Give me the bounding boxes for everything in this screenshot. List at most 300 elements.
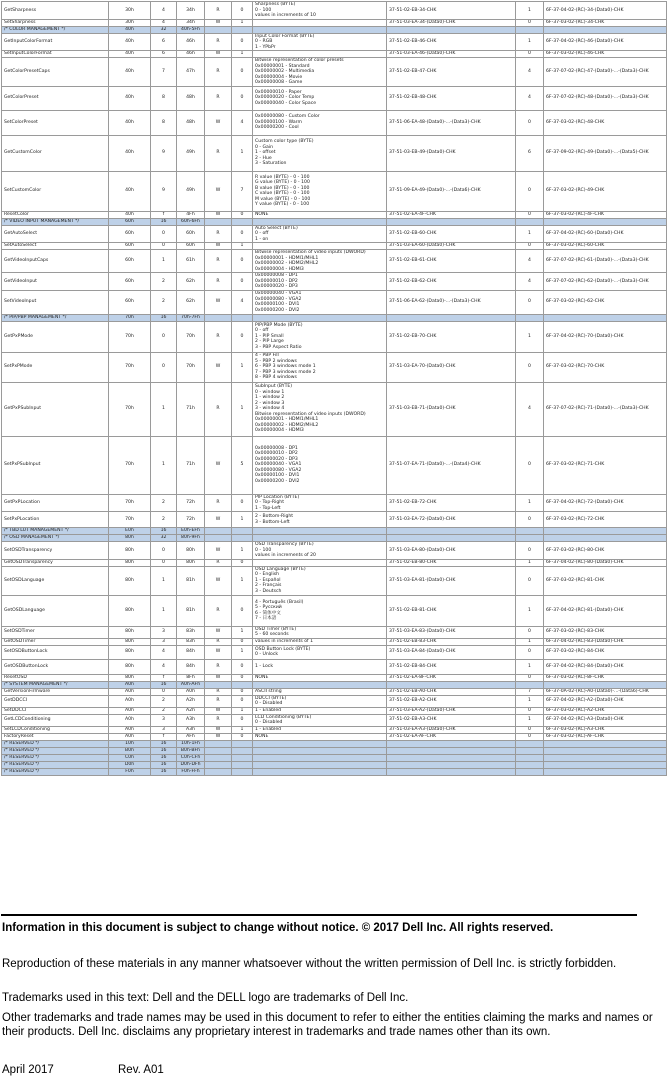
cmd-response (544, 740, 667, 747)
cmd-request: 37-51-02-EB-72-CHK (387, 494, 516, 512)
cmd-code: 72h (177, 512, 205, 528)
cmd-request: 37-51-09-EA-49-(Data0)-...-(Data6)-CHK (387, 171, 516, 211)
cmd-name: GetOSDLanguage (2, 595, 109, 626)
cmd-request: 37-51-02-EB-47-CHK (387, 58, 516, 87)
cmd-name: FactoryReset (2, 733, 109, 740)
cmd-response: 6F-37-03-02-(RC)-70-CHK (544, 352, 667, 382)
cmd-opcode: 40h (109, 171, 151, 211)
cmd-description (253, 740, 387, 747)
cmd-request (387, 26, 516, 33)
cmd-rw: W (205, 674, 232, 681)
cmd-bytes (232, 747, 253, 754)
cmd-response: 6F-37-03-02-(RC)-8F-CHK (544, 674, 667, 681)
command-row (2, 2, 667, 20)
cmd-opcode: 70h (109, 352, 151, 382)
cmd-length: 3 (151, 638, 177, 645)
group-header-row (2, 740, 667, 747)
cmd-bytes: 7 (232, 171, 253, 211)
cmd-name: SetLCDConditioning (2, 726, 109, 733)
cmd-rw: W (205, 566, 232, 595)
cmd-opcode: 40h (109, 26, 151, 33)
cmd-request: 37-51-07-EA-71-(Data0)-...-(Data4)-CHK (387, 436, 516, 494)
cmd-length: 16 (151, 218, 177, 225)
cmd-name: GetOSDTransparency (2, 559, 109, 566)
cmd-description: 0x00000010 - Paper 0x00000020 - Color Temp 0x00000040 - Color Space (253, 86, 387, 110)
cmd-response: 6F-37-04-02-(RC)-A3-(Data0)-CHK (544, 714, 667, 726)
cmd-code: A3h (177, 726, 205, 733)
cmd-length: 8 (151, 110, 177, 135)
cmd-opcode: 60h (109, 225, 151, 243)
cmd-response: 6F-37-04-02-(RC)-A2-(Data0)-CHK (544, 695, 667, 707)
footer-revision: Rev. A01 (118, 1064, 164, 1076)
cmd-rw: W (205, 19, 232, 26)
cmd-name: GetPxPMode (2, 321, 109, 352)
cmd-opcode: 80h (109, 595, 151, 626)
command-row (2, 688, 667, 695)
group-header-row (2, 747, 667, 754)
cmd-description: DDCCI (BYTE) 0 - Disabled (253, 695, 387, 707)
cmd-name: SetOSDLanguage (2, 566, 109, 595)
cmd-description: 4 - Português (Brasil) 5 - Русский 6 - 简体中文 7 - 日本語 (253, 595, 387, 626)
cmd-request (387, 747, 516, 754)
cmd-bytes (232, 218, 253, 225)
cmd-bytes: 5 (232, 436, 253, 494)
cmd-code: 70h (177, 352, 205, 382)
cmd-name: SetSharpness (2, 19, 109, 26)
cmd-code: A2h (177, 707, 205, 714)
cmd-length: 2 (151, 494, 177, 512)
cmd-response: 6F-37-09-02-(RC)-49-(Data0)-...-(Data5)-CHK (544, 135, 667, 171)
cmd-rw (205, 754, 232, 761)
cmd-rw: R (205, 321, 232, 352)
cmd-response: 6F-37-03-02-(RC)-46-CHK (544, 51, 667, 58)
cmd-request: 37-51-02-EB-46-CHK (387, 33, 516, 51)
cmd-opcode: 60h (109, 243, 151, 250)
cmd-request: 37-51-02-EB-62-CHK (387, 273, 516, 291)
cmd-length: 8 (151, 86, 177, 110)
cmd-resp-bytes: 1 (516, 494, 544, 512)
cmd-bytes: 0 (232, 688, 253, 695)
cmd-opcode: 40h (109, 135, 151, 171)
cmd-code: 60h (177, 243, 205, 250)
group-header-row (2, 761, 667, 768)
cmd-response (544, 681, 667, 688)
cmd-description (253, 761, 387, 768)
cmd-name: GetPxPSubInput (2, 382, 109, 436)
cmd-request (387, 740, 516, 747)
cmd-description (253, 754, 387, 761)
cmd-rw: R (205, 135, 232, 171)
cmd-request (387, 314, 516, 321)
cmd-bytes: 0 (232, 2, 253, 20)
cmd-length: 4 (151, 645, 177, 659)
cmd-rw: W (205, 171, 232, 211)
command-row (2, 542, 667, 560)
command-row (2, 321, 667, 352)
cmd-name: /* TBD LUT MANAGEMENT */ (2, 528, 109, 535)
cmd-response: 6F-37-04-02-(RC)-81-(Data0)-CHK (544, 595, 667, 626)
cmd-description: Auto Select (BYTE) 0 - off 1 - on (253, 225, 387, 243)
cmd-opcode: 70h (109, 382, 151, 436)
cmd-resp-bytes (516, 740, 544, 747)
cmd-bytes (232, 754, 253, 761)
cmd-request: 37-51-02-EA-AF-CHK (387, 733, 516, 740)
cmd-request: 37-51-02-EB-A3-CHK (387, 714, 516, 726)
cmd-bytes: 0 (232, 250, 253, 273)
cmd-resp-bytes (516, 218, 544, 225)
cmd-response: 6F-37-03-02-(RC)-4F-CHK (544, 211, 667, 218)
cmd-rw: W (205, 436, 232, 494)
cmd-resp-bytes: 4 (516, 250, 544, 273)
cmd-code: 40h-5Fh (177, 26, 205, 33)
cmd-name: SetAutoSelect (2, 243, 109, 250)
command-row (2, 58, 667, 87)
cmd-length: 2 (151, 695, 177, 707)
group-header-row (2, 768, 667, 775)
cmd-code: AFh (177, 733, 205, 740)
cmd-length: 9 (151, 171, 177, 211)
cmd-opcode: F0h (109, 768, 151, 775)
cmd-bytes: 0 (232, 659, 253, 674)
cmd-request (387, 681, 516, 688)
cmd-response: 6F-37-0A-02-(RC)-A0-(Data0)-...-(Data6)-CHK (544, 688, 667, 695)
cmd-rw: R (205, 559, 232, 566)
command-row (2, 494, 667, 512)
cmd-name: GetCustomColor (2, 135, 109, 171)
cmd-request: 37-51-03-EB-49-(Data0)-CHK (387, 135, 516, 171)
cmd-resp-bytes (516, 768, 544, 775)
cmd-bytes: 0 (232, 695, 253, 707)
cmd-request: 37-51-02-EB-A0-CHK (387, 688, 516, 695)
cmd-description (253, 768, 387, 775)
cmd-code: 80h-9Fh (177, 535, 205, 542)
cmd-name: SetColorPreset (2, 110, 109, 135)
cmd-request: 37-51-03-EA-80-(Data0)-CHK (387, 542, 516, 560)
cmd-bytes: 1 (232, 645, 253, 659)
cmd-description: OSD Button Lock (BYTE) 0 - Unlock (253, 645, 387, 659)
cmd-code: 70h-7Fh (177, 314, 205, 321)
cmd-bytes (232, 535, 253, 542)
cmd-response: 6F-37-07-02-(RC)-48-(Data0)-...-(Data3)-CHK (544, 86, 667, 110)
cmd-name: /* RESERVED */ (2, 754, 109, 761)
cmd-bytes (232, 681, 253, 688)
cmd-opcode: A0h (109, 733, 151, 740)
cmd-resp-bytes: 1 (516, 659, 544, 674)
cmd-request: 37-51-03-EA-83-(Data0)-CHK (387, 626, 516, 638)
footer-divider (1, 914, 637, 916)
cmd-length: 0 (151, 321, 177, 352)
cmd-request: 37-51-03-EA-84-(Data0)-CHK (387, 645, 516, 659)
cmd-bytes: 0 (232, 225, 253, 243)
cmd-opcode: 80h (109, 542, 151, 560)
cmd-description: R value (BYTE) - 0 - 100 G value (BYTE) - 0 - 100 B value (BYTE) - 0 - 100 C value (BYTE) - 0 - 100 M value (BYTE) - 0 - 100 Y value (BYTE) - 0 - 100 (253, 171, 387, 211)
cmd-code: 71h (177, 382, 205, 436)
cmd-request: 37-51-03-EA-A2-(Data0)-CHK (387, 707, 516, 714)
cmd-rw (205, 761, 232, 768)
cmd-resp-bytes: 4 (516, 382, 544, 436)
cmd-request: 37-51-03-EA-A3-(Data0)-CHK (387, 726, 516, 733)
cmd-name: SetDDCCI (2, 707, 109, 714)
copyright-notice: Information in this document is subject to change without notice. © 2017 Dell Inc. All rights reserved. (2, 922, 554, 934)
cmd-description: 0x00000008 - DP1 0x00000010 - DP2 0x00000020 - DP3 (253, 273, 387, 291)
cmd-description: NONE (253, 733, 387, 740)
cmd-response: 6F-37-03-02-(RC)-A2-CHK (544, 707, 667, 714)
cmd-name: GetVersionFirmware (2, 688, 109, 695)
cmd-request (387, 761, 516, 768)
cmd-resp-bytes: 1 (516, 559, 544, 566)
cmd-resp-bytes: 1 (516, 33, 544, 51)
cmd-request: 37-51-02-EB-61-CHK (387, 250, 516, 273)
command-row (2, 33, 667, 51)
cmd-description: ASCII string (253, 688, 387, 695)
cmd-rw: W (205, 352, 232, 382)
cmd-length: f (151, 211, 177, 218)
cmd-rw: R (205, 688, 232, 695)
cmd-opcode: 40h (109, 211, 151, 218)
cmd-description (253, 528, 387, 535)
cmd-code: 4Fh (177, 211, 205, 218)
cmd-name: GetVideoInputCaps (2, 250, 109, 273)
cmd-response (544, 314, 667, 321)
cmd-code: 10h-1Fh (177, 740, 205, 747)
cmd-name: ResetOSD (2, 674, 109, 681)
command-row (2, 225, 667, 243)
cmd-rw: R (205, 250, 232, 273)
command-row (2, 290, 667, 314)
cmd-response: 6F-37-03-02-(RC)-A3-CHK (544, 726, 667, 733)
cmd-rw: R (205, 638, 232, 645)
cmd-response: 6F-37-04-02-(RC)-46-(Data0)-CHK (544, 33, 667, 51)
cmd-description (253, 51, 387, 58)
cmd-description: 1 - Enabled (253, 726, 387, 733)
cmd-bytes (232, 26, 253, 33)
cmd-rw: W (205, 542, 232, 560)
cmd-length: 0 (151, 559, 177, 566)
cmd-resp-bytes: 0 (516, 110, 544, 135)
cmd-description: OSD Language (BYTE) 0 - English 1 - Español 2 - Français 3 - Deutsch (253, 566, 387, 595)
cmd-name: SetPxPLocation (2, 512, 109, 528)
cmd-description: 2 - Bottom-Right 3 - Bottom-Left (253, 512, 387, 528)
cmd-code: 62h (177, 290, 205, 314)
cmd-name: GetColorPreset (2, 86, 109, 110)
cmd-code: 49h (177, 171, 205, 211)
cmd-response: 6F-37-04-02-(RC)-70-(Data0)-CHK (544, 321, 667, 352)
cmd-request: 37-51-06-EA-48-(Data0)-...-(Data3)-CHK (387, 110, 516, 135)
cmd-resp-bytes: 1 (516, 595, 544, 626)
command-row (2, 695, 667, 707)
cmd-bytes: 0 (232, 595, 253, 626)
cmd-request: 37-51-03-EA-70-(Data0)-CHK (387, 352, 516, 382)
cmd-rw: R (205, 33, 232, 51)
cmd-resp-bytes (516, 754, 544, 761)
cmd-request: 37-51-06-EA-62-(Data0)-...-(Data3)-CHK (387, 290, 516, 314)
cmd-resp-bytes: 0 (516, 674, 544, 681)
cmd-opcode: 40h (109, 33, 151, 51)
cmd-description (253, 535, 387, 542)
command-row (2, 211, 667, 218)
cmd-opcode: E0h (109, 528, 151, 535)
cmd-resp-bytes: 0 (516, 626, 544, 638)
cmd-name: GetColorPresetCaps (2, 58, 109, 87)
cmd-response: 6F-37-04-02-(RC)-80-(Data0)-CHK (544, 559, 667, 566)
cmd-response: 6F-37-03-02-(RC)-72-CHK (544, 512, 667, 528)
cmd-resp-bytes: 7 (516, 688, 544, 695)
command-row (2, 86, 667, 110)
cmd-name: /* RESERVED */ (2, 747, 109, 754)
cmd-description (253, 218, 387, 225)
cmd-code: 80h (177, 559, 205, 566)
cmd-rw (205, 535, 232, 542)
cmd-length: 2 (151, 273, 177, 291)
cmd-description (253, 243, 387, 250)
cmd-resp-bytes: 0 (516, 707, 544, 714)
cmd-bytes: 1 (232, 352, 253, 382)
cmd-bytes: 1 (232, 542, 253, 560)
cmd-resp-bytes: 1 (516, 714, 544, 726)
cmd-length: 1 (151, 595, 177, 626)
cmd-length: 3 (151, 714, 177, 726)
other-trademarks-statement: Other trademarks and trade names may be used in this document to refer to either the entities claiming the marks and names or their products. Dell Inc. disclaims any proprietary interest in trademarks and trade names other than its own. (2, 1012, 653, 1038)
cmd-resp-bytes (516, 681, 544, 688)
cmd-request: 37-51-02-EA-4F-CHK (387, 211, 516, 218)
cmd-opcode: C0h (109, 754, 151, 761)
cmd-request: 37-51-02-EB-A2-CHK (387, 695, 516, 707)
cmd-code: A3h (177, 714, 205, 726)
cmd-length: 3 (151, 726, 177, 733)
cmd-bytes: 4 (232, 290, 253, 314)
cmd-rw: R (205, 225, 232, 243)
cmd-opcode: 30h (109, 2, 151, 20)
cmd-description (253, 559, 387, 566)
cmd-opcode: 40h (109, 51, 151, 58)
cmd-description: 0x00000080 - Custom Color 0x00000100 - Warm 0x00000200 - Cool (253, 110, 387, 135)
cmd-description (253, 19, 387, 26)
cmd-request (387, 754, 516, 761)
cmd-rw: R (205, 86, 232, 110)
cmd-name: ResetColor (2, 211, 109, 218)
cmd-bytes: 1 (232, 243, 253, 250)
trademark-statement: Trademarks used in this text: Dell and the DELL logo are trademarks of Dell Inc. (2, 992, 409, 1004)
command-row (2, 243, 667, 250)
cmd-length: 0 (151, 542, 177, 560)
cmd-opcode: D0h (109, 761, 151, 768)
cmd-length: 16 (151, 747, 177, 754)
cmd-resp-bytes (516, 528, 544, 535)
cmd-response: 6F-37-07-02-(RC)-61-(Data0)-...-(Data3)-CHK (544, 250, 667, 273)
cmd-resp-bytes (516, 314, 544, 321)
cmd-description (253, 314, 387, 321)
cmd-code: D0h-DFh (177, 761, 205, 768)
command-table-body (2, 2, 667, 776)
cmd-rw: W (205, 707, 232, 714)
cmd-bytes (232, 761, 253, 768)
cmd-code: 46h (177, 33, 205, 51)
cmd-code: 62h (177, 273, 205, 291)
cmd-code: 71h (177, 436, 205, 494)
cmd-resp-bytes: 6 (516, 135, 544, 171)
cmd-resp-bytes: 4 (516, 86, 544, 110)
cmd-length: 16 (151, 528, 177, 535)
cmd-name: GetDDCCI (2, 695, 109, 707)
command-row (2, 135, 667, 171)
cmd-length: 4 (151, 659, 177, 674)
command-row (2, 595, 667, 626)
cmd-opcode: 80h (109, 566, 151, 595)
cmd-response: 6F-37-04-02-(RC)-34-(Data0)-CHK (544, 2, 667, 20)
cmd-length: 16 (151, 754, 177, 761)
cmd-name: GetPxPLocation (2, 494, 109, 512)
command-row (2, 352, 667, 382)
cmd-length: 2 (151, 512, 177, 528)
cmd-resp-bytes: 0 (516, 171, 544, 211)
cmd-name: GetOSDButtonLock (2, 659, 109, 674)
cmd-length: 16 (151, 768, 177, 775)
cmd-resp-bytes: 0 (516, 290, 544, 314)
cmd-response: 6F-37-03-02-(RC)-81-CHK (544, 566, 667, 595)
cmd-bytes: 1 (232, 566, 253, 595)
cmd-name: GetLCDConditioning (2, 714, 109, 726)
cmd-bytes: 0 (232, 211, 253, 218)
cmd-request: 37-51-02-EB-34-CHK (387, 2, 516, 20)
cmd-rw: W (205, 211, 232, 218)
cmd-response: 6F-37-07-02-(RC)-71-(Data0)-...-(Data3)-CHK (544, 382, 667, 436)
cmd-name: GetOSDTimer (2, 638, 109, 645)
cmd-resp-bytes: 0 (516, 19, 544, 26)
cmd-opcode: 80h (109, 638, 151, 645)
cmd-response: 6F-37-03-02-(RC)-60-CHK (544, 243, 667, 250)
cmd-resp-bytes (516, 761, 544, 768)
command-row (2, 171, 667, 211)
cmd-rw: R (205, 595, 232, 626)
cmd-length: 1 (151, 382, 177, 436)
command-row (2, 659, 667, 674)
cmd-response: 6F-37-07-02-(RC)-47-(Data0)-...-(Data3)-CHK (544, 58, 667, 87)
cmd-code: 34h (177, 2, 205, 20)
cmd-rw: W (205, 51, 232, 58)
cmd-response: 6F-37-07-02-(RC)-62-(Data0)-...-(Data3)-CHK (544, 273, 667, 291)
cmd-description (253, 26, 387, 33)
group-header-row (2, 754, 667, 761)
cmd-request (387, 535, 516, 542)
cmd-request (387, 768, 516, 775)
cmd-length: 7 (151, 58, 177, 87)
cmd-bytes: 0 (232, 86, 253, 110)
group-header-row (2, 528, 667, 535)
cmd-resp-bytes: 0 (516, 733, 544, 740)
cmd-name: /* SYSTEM MANAGEMENT */ (2, 681, 109, 688)
cmd-request: 37-51-03-EA-81-(Data0)-CHK (387, 566, 516, 595)
cmd-description: 0x00000040 - VGA1 0x00000080 - VGA2 0x00000100 - DVI1 0x00000200 - DVI2 (253, 290, 387, 314)
cmd-bytes (232, 528, 253, 535)
cmd-bytes: 1 (232, 19, 253, 26)
cmd-bytes: 0 (232, 559, 253, 566)
cmd-bytes: 1 (232, 382, 253, 436)
cmd-bytes: 1 (232, 626, 253, 638)
cmd-rw: W (205, 512, 232, 528)
command-row (2, 436, 667, 494)
cmd-rw (205, 528, 232, 535)
cmd-opcode: 60h (109, 273, 151, 291)
cmd-description: 4 - PBP Fill 5 - PBP 2 windows 6 - PBP 3 windows mode 1 7 - PBP 3 windows mode 2 8 - PBP 4 windows (253, 352, 387, 382)
cmd-bytes: 1 (232, 135, 253, 171)
command-row (2, 674, 667, 681)
cmd-resp-bytes: 0 (516, 352, 544, 382)
cmd-description: OSD Transparency (BYTE) 0 - 100 values in increments of 20 (253, 542, 387, 560)
cmd-bytes: 0 (232, 638, 253, 645)
cmd-request: 37-51-02-EB-83-CHK (387, 638, 516, 645)
cmd-opcode: 80h (109, 674, 151, 681)
cmd-opcode: 80h (109, 645, 151, 659)
